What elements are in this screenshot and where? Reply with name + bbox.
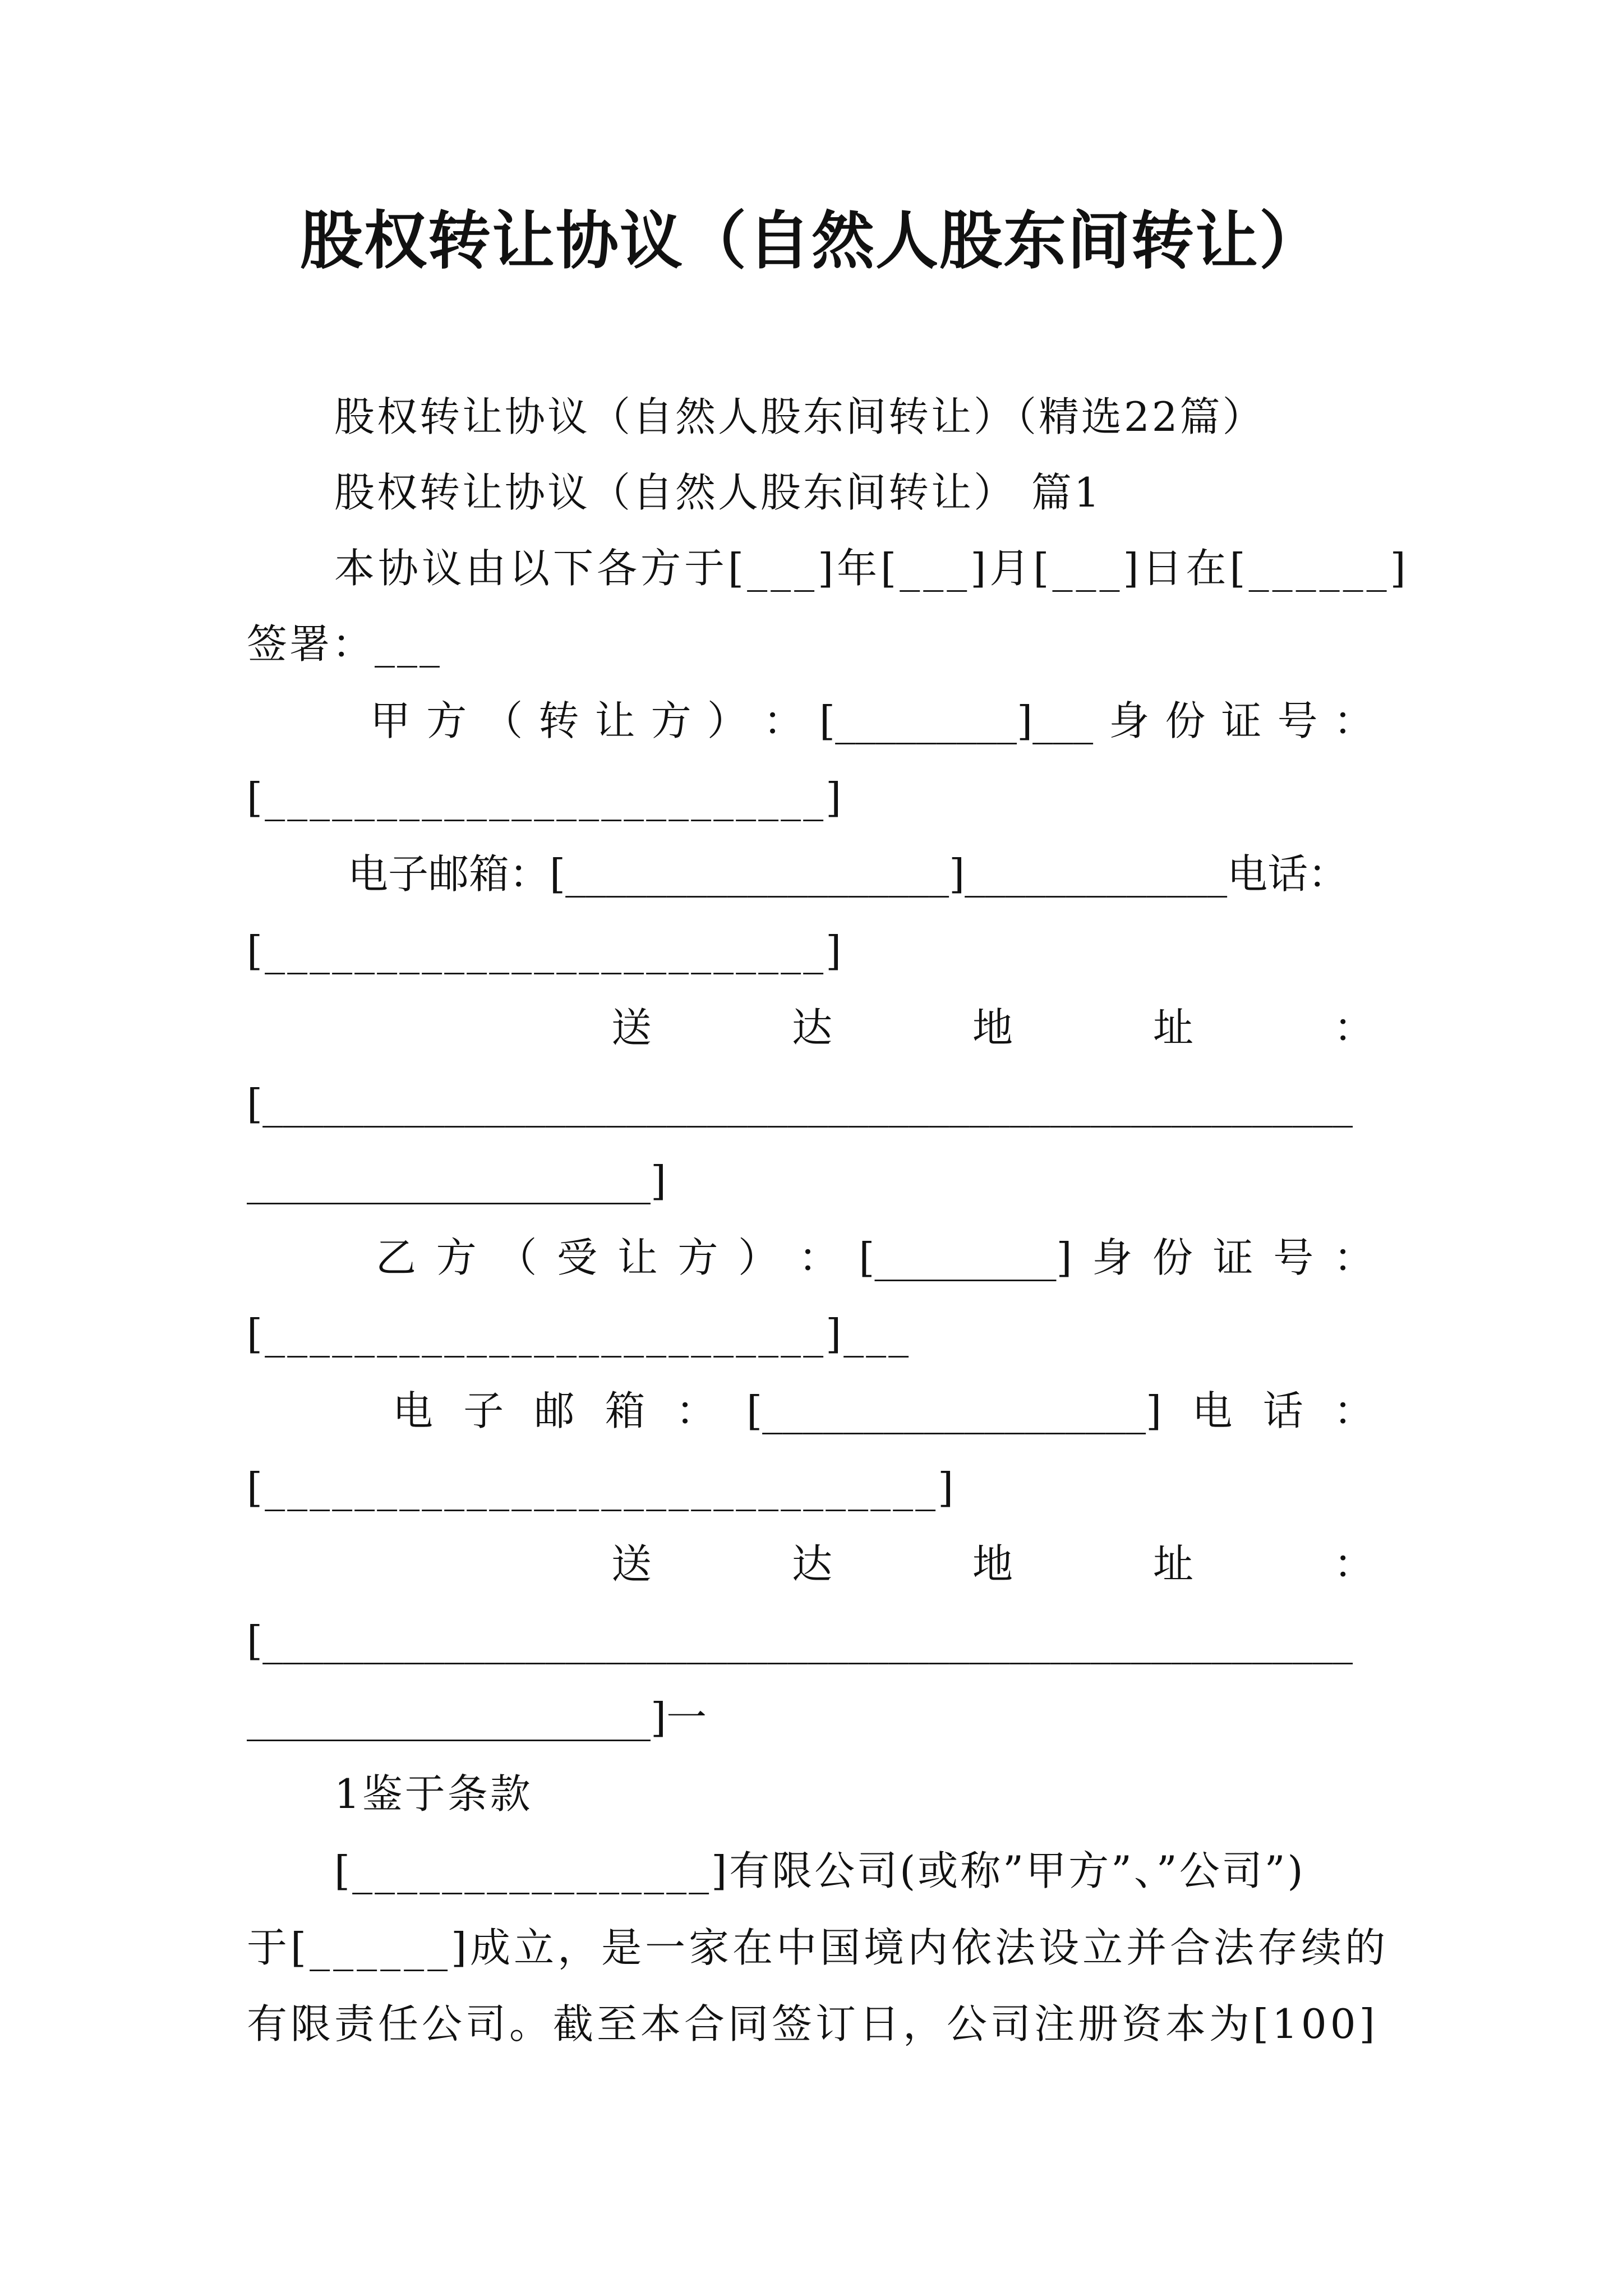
party-b-part: 号 — [1273, 1234, 1314, 1281]
party-a-part: 份 — [1165, 697, 1206, 744]
party-a-part: ） — [707, 697, 748, 744]
party-a-part: 身 — [1109, 697, 1150, 744]
address-part: 址 — [1152, 1540, 1193, 1588]
party-a-part: ： — [763, 697, 804, 744]
party-a-part: 证 — [1221, 697, 1262, 744]
address-part: 地 — [972, 1004, 1013, 1051]
party-a-part: [_________]___ — [819, 697, 1094, 744]
phone-field: [______________________________] — [247, 1464, 956, 1511]
paragraph-line: [________________]有限公司(或称”甲方”、”公司”) — [334, 1847, 1306, 1894]
party-b-part: [_________] — [859, 1234, 1072, 1281]
address-field: [______________________________________________________ — [247, 1617, 1353, 1664]
party-b-part: ） — [738, 1234, 779, 1281]
party-a-contact-line — [348, 846, 1374, 902]
address-part: 址 — [1152, 1004, 1193, 1051]
address-field: [______________________________________________________ — [247, 1080, 1353, 1128]
party-b-part: 方 — [436, 1234, 477, 1281]
party-a-line — [370, 693, 1374, 749]
document-title: 股权转让协议（自然人股东间转让） — [300, 204, 1323, 278]
paragraph-line: 有限责任公司。截至本合同签订日，公司注册资本为[100] — [247, 2000, 1378, 2047]
address-field: ____________________]一 — [247, 1694, 707, 1741]
address-part: 送 — [611, 1004, 652, 1051]
party-a-part: 让 — [594, 697, 635, 744]
party-a-address-line — [611, 1000, 1374, 1056]
paragraph-line: 签署：___ — [247, 620, 442, 668]
id-number-field: [_________________________]___ — [247, 1310, 911, 1358]
party-b-part: ： — [798, 1234, 839, 1281]
party-a-part: 转 — [538, 697, 579, 744]
party-b-contact-line — [393, 1383, 1374, 1439]
paragraph-line: 于[______]成立，是一家在中国境内依法设立并合法存续的 — [247, 1924, 1389, 1971]
section-heading: 股权转让协议（自然人股东间转让） 篇1 — [334, 469, 1102, 516]
party-b-part: 证 — [1212, 1234, 1253, 1281]
party-a-part: 方 — [426, 697, 467, 744]
contact-part: 邮 — [534, 1387, 575, 1434]
address-part: ： — [1333, 1004, 1374, 1051]
contact-part: ： — [675, 1387, 716, 1434]
contact-part: ： — [1333, 1387, 1374, 1434]
party-b-part: 乙 — [376, 1234, 417, 1281]
address-part: 地 — [972, 1540, 1013, 1588]
phone-field: [_________________________] — [247, 927, 844, 974]
id-number-field: [_________________________] — [247, 774, 844, 821]
address-part: ： — [1333, 1540, 1374, 1588]
party-b-part: 份 — [1152, 1234, 1193, 1281]
party-a-part: （ — [482, 697, 523, 744]
clause-heading: 1鉴于条款 — [334, 1770, 533, 1818]
contact-part: 子 — [463, 1387, 504, 1434]
party-a-part: ： — [1333, 697, 1374, 744]
address-part: 送 — [611, 1540, 652, 1588]
subtitle-line: 股权转让协议（自然人股东间转让）（精选22篇） — [334, 393, 1265, 440]
party-b-part: 让 — [617, 1234, 658, 1281]
address-field: ____________________] — [247, 1157, 667, 1204]
contact-part: 电 — [393, 1387, 434, 1434]
address-part: 达 — [791, 1540, 832, 1588]
party-b-part: 受 — [557, 1234, 598, 1281]
party-b-part: （ — [496, 1234, 537, 1281]
contact-part: [___________________] — [746, 1387, 1162, 1434]
party-b-line — [376, 1230, 1374, 1286]
contact-part: 电 — [1192, 1387, 1233, 1434]
party-b-part: 方 — [677, 1234, 718, 1281]
address-part: 达 — [791, 1004, 832, 1051]
party-a-part: 号 — [1277, 697, 1318, 744]
party-b-part: ： — [1333, 1234, 1374, 1281]
contact-part: 箱 — [605, 1387, 645, 1434]
party-b-part: 身 — [1092, 1234, 1133, 1281]
party-a-contact: 电子邮箱：[___________________]_____________电话： — [348, 850, 1349, 898]
party-a-part: 方 — [651, 697, 691, 744]
party-a-part: 甲 — [370, 697, 411, 744]
contact-part: 话 — [1262, 1387, 1303, 1434]
party-b-address-line — [611, 1536, 1374, 1592]
paragraph-line: 本协议由以下各方于[___]年[___]月[___]日在[______] — [334, 545, 1409, 592]
